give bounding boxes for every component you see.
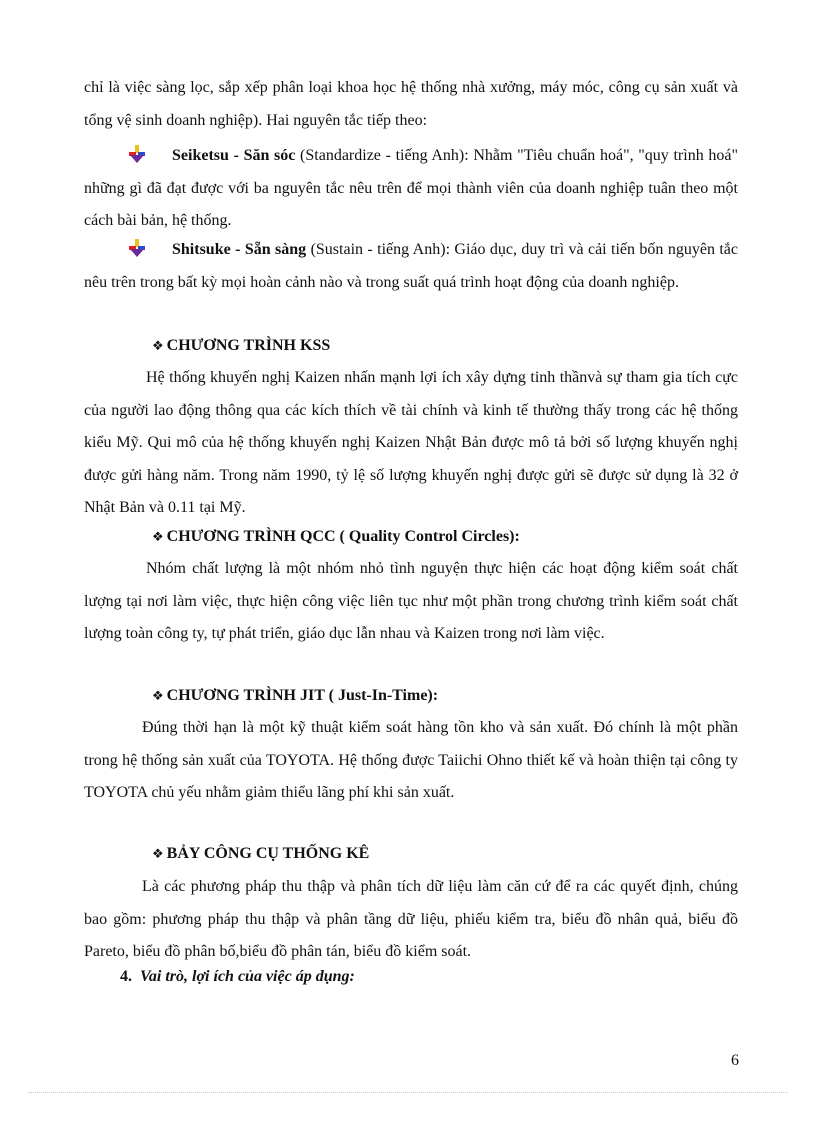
paragraph-intro: chỉ là việc sàng lọc, sắp xếp phân loại khoa học hệ thống nhà xưởng, máy móc, công cụ sản xuất và tổng vệ sinh doanh nghiệp). Hai nguyên tắc tiếp theo: — [84, 79, 738, 129]
paragraph-shitsuke — [84, 234, 738, 299]
section-title: Vai trò, lợi ích của việc áp dụng: — [140, 968, 355, 985]
section-heading-4 — [120, 968, 355, 986]
paragraph-seiketsu — [84, 140, 738, 238]
diamond-bullet-icon: ❖ — [152, 688, 164, 703]
diamond-bullet-icon: ❖ — [152, 846, 164, 861]
paragraph-qcc: Nhóm chất lượng là một nhóm nhỏ tình nguyện thực hiện các hoạt động kiểm soát chất lượng tại nơi làm việc, thực hiện công việc liên tục như một phần trong chương trình kiểm soát chất lượng toàn công ty, tự phát triển, giáo dục lẫn nhau và Kaizen trong nơi làm việc. — [84, 560, 738, 642]
heading-tools: ❖ BẢY CÔNG CỤ THỐNG KÊ — [152, 845, 370, 862]
paragraph-tools: Là các phương pháp thu thập và phân tích dữ liệu làm căn cứ để ra các quyết định, chúng bao gồm: phương pháp thu thập và phân tầng dữ liệu, phiếu kiểm tra, biểu đồ nhân quả, biểu đồ Pareto, biểu đồ phân bố,biểu đồ phân tán, biểu đồ kiểm soát. — [84, 878, 738, 960]
page-bottom-rule — [28, 1092, 788, 1093]
text-seiketsu: (Standardize - tiếng Anh): Nhằm "Tiêu chuẩn hoá", "quy trình hoá" những gì đã đạt được với ba nguyên tắc nêu trên để mọi thành viên của doanh nghiệp tuân theo một cách bài bản, hệ thống. — [84, 147, 738, 229]
diamond-bullet-icon: ❖ — [152, 338, 164, 353]
heading-qcc: ❖ CHƯƠNG TRÌNH QCC ( Quality Control Circles): — [152, 528, 520, 545]
term-shitsuke: Shitsuke - Sẵn sàng — [172, 241, 307, 258]
paragraph-kss: Hệ thống khuyến nghị Kaizen nhấn mạnh lợi ích xây dựng tinh thầnvà sự tham gia tích cực của người lao động thông qua các kích thích về tài chính và kinh tế thường thấy trong các hệ thống kiểu Mỹ. Qui mô của hệ thống khuyến nghị Kaizen Nhật Bản được mô tả bởi số lượng khuyến nghị được gửi hàng năm. Trong năm 1990, tỷ lệ số lượng khuyến nghị được gửi sẽ được sử dụng là 32 ở Nhật Bản và 0.11 tại Mỹ. — [84, 369, 738, 516]
heading-jit: ❖ CHƯƠNG TRÌNH JIT ( Just-In-Time): — [152, 687, 439, 704]
text-shitsuke: (Sustain - tiếng Anh): Giáo dục, duy trì và cải tiến bốn nguyên tắc nêu trên trong bất kỳ mọi hoàn cảnh nào và trong suất quá trình hoạt động của doanh nghiệp. — [84, 241, 738, 291]
paragraph-jit: Đúng thời hạn là một kỹ thuật kiểm soát hàng tồn kho và sản xuất. Đó chính là một phần trong hệ thống sản xuất của TOYOTA. Hệ thống được Taiichi Ohno thiết kế và hoàn thiện tại công ty TOYOTA chủ yếu nhằm giảm thiểu lãng phí khi sản xuất. — [84, 719, 738, 801]
heading-kss: ❖ CHƯƠNG TRÌNH KSS — [152, 337, 331, 354]
diamond-bullet-icon: ❖ — [152, 529, 164, 544]
section-number: 4. — [120, 968, 132, 985]
term-seiketsu: Seiketsu - Săn sóc — [172, 147, 296, 164]
page-number: 6 — [731, 1052, 739, 1069]
